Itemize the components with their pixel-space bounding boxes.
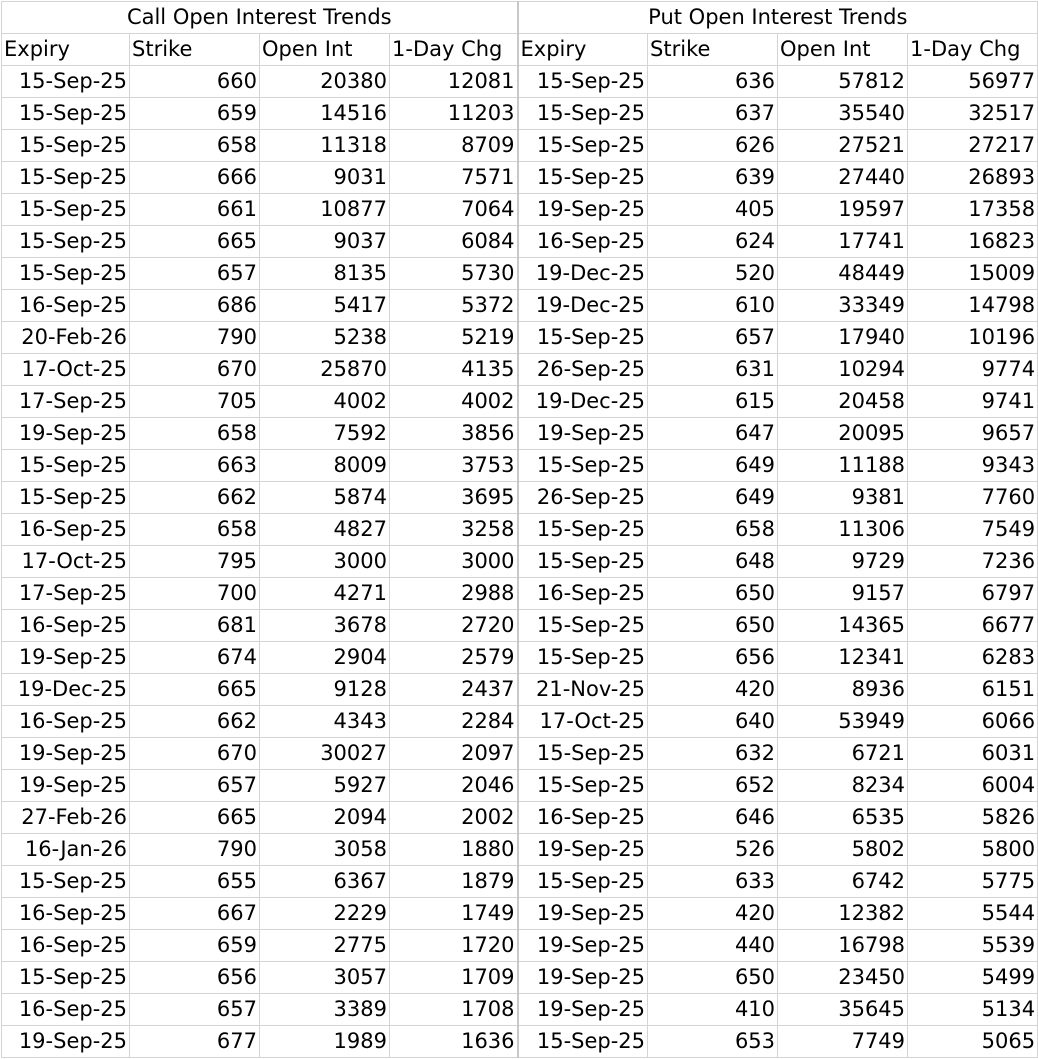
- open-interest-spreadsheet: [1, 1, 1038, 1058]
- table-row: [2, 578, 1038, 610]
- call-cell-open-int[interactable]: 5874: [260, 482, 390, 514]
- put-cell-strike[interactable]: 636: [648, 66, 778, 98]
- call-cell-strike[interactable]: 670: [130, 354, 260, 386]
- table-row: [2, 706, 1038, 738]
- call-cell-expiry[interactable]: 15-Sep-25: [2, 194, 130, 226]
- call-cell-1-day-chg[interactable]: 5219: [390, 322, 518, 354]
- put-cell-open-int[interactable]: 17940: [778, 322, 908, 354]
- put-cell-open-int[interactable]: 20458: [778, 386, 908, 418]
- call-cell-1-day-chg[interactable]: 4135: [390, 354, 518, 386]
- table-row: [2, 834, 1038, 866]
- put-cell-open-int[interactable]: 27521: [778, 130, 908, 162]
- call-cell-1-day-chg[interactable]: 2720: [390, 610, 518, 642]
- put-cell-strike[interactable]: 410: [648, 994, 778, 1026]
- put-cell-open-int[interactable]: 53949: [778, 706, 908, 738]
- call-cell-1-day-chg[interactable]: 1879: [390, 866, 518, 898]
- call-cell-strike[interactable]: 657: [130, 770, 260, 802]
- put-cell-strike[interactable]: 640: [648, 706, 778, 738]
- put-cell-1-day-chg[interactable]: 5800: [908, 834, 1038, 866]
- table-row: [2, 322, 1038, 354]
- call-cell-strike[interactable]: 663: [130, 450, 260, 482]
- call-cell-open-int[interactable]: 2775: [260, 930, 390, 962]
- call-cell-expiry[interactable]: 16-Sep-25: [2, 610, 130, 642]
- table-row: [2, 738, 1038, 770]
- put-cell-open-int[interactable]: 6721: [778, 738, 908, 770]
- call-cell-strike[interactable]: 658: [130, 130, 260, 162]
- table-body: [2, 66, 1038, 1058]
- call-cell-1-day-chg[interactable]: 11203: [390, 98, 518, 130]
- put-cell-1-day-chg[interactable]: 9741: [908, 386, 1038, 418]
- put-cell-expiry[interactable]: 19-Sep-25: [518, 194, 648, 226]
- call-cell-open-int[interactable]: 5238: [260, 322, 390, 354]
- call-cell-strike[interactable]: 661: [130, 194, 260, 226]
- call-cell-1-day-chg[interactable]: 12081: [390, 66, 518, 98]
- put-cell-open-int[interactable]: 5802: [778, 834, 908, 866]
- put-cell-open-int[interactable]: 11306: [778, 514, 908, 546]
- call-cell-1-day-chg[interactable]: 1749: [390, 898, 518, 930]
- call-cell-strike[interactable]: 681: [130, 610, 260, 642]
- put-header-strike[interactable]: Strike: [648, 34, 778, 66]
- call-cell-1-day-chg[interactable]: 3856: [390, 418, 518, 450]
- table-row: [2, 162, 1038, 194]
- table-row: [2, 642, 1038, 674]
- call-cell-strike[interactable]: 670: [130, 738, 260, 770]
- put-cell-strike[interactable]: 658: [648, 514, 778, 546]
- call-cell-strike[interactable]: 658: [130, 418, 260, 450]
- call-cell-open-int[interactable]: 3058: [260, 834, 390, 866]
- call-cell-open-int[interactable]: 4002: [260, 386, 390, 418]
- put-cell-open-int[interactable]: 8936: [778, 674, 908, 706]
- put-cell-strike[interactable]: 420: [648, 674, 778, 706]
- call-cell-open-int[interactable]: 11318: [260, 130, 390, 162]
- put-cell-expiry[interactable]: 19-Sep-25: [518, 418, 648, 450]
- put-cell-strike[interactable]: 648: [648, 546, 778, 578]
- put-cell-1-day-chg[interactable]: 6283: [908, 642, 1038, 674]
- put-cell-1-day-chg[interactable]: 6797: [908, 578, 1038, 610]
- put-cell-strike[interactable]: 420: [648, 898, 778, 930]
- put-header-1-day-chg[interactable]: 1-Day Chg: [908, 34, 1038, 66]
- table-row: [2, 514, 1038, 546]
- call-cell-open-int[interactable]: 4827: [260, 514, 390, 546]
- put-cell-open-int[interactable]: 6535: [778, 802, 908, 834]
- call-cell-open-int[interactable]: 5927: [260, 770, 390, 802]
- call-cell-1-day-chg[interactable]: 2002: [390, 802, 518, 834]
- put-cell-1-day-chg[interactable]: 9774: [908, 354, 1038, 386]
- put-cell-expiry[interactable]: 15-Sep-25: [518, 98, 648, 130]
- call-cell-strike[interactable]: 795: [130, 546, 260, 578]
- call-cell-open-int[interactable]: 10877: [260, 194, 390, 226]
- put-cell-1-day-chg[interactable]: 14798: [908, 290, 1038, 322]
- call-cell-1-day-chg[interactable]: 3753: [390, 450, 518, 482]
- put-cell-expiry[interactable]: 15-Sep-25: [518, 1026, 648, 1058]
- call-cell-expiry[interactable]: 19-Sep-25: [2, 1026, 130, 1058]
- call-cell-open-int[interactable]: 3057: [260, 962, 390, 994]
- call-cell-expiry[interactable]: 16-Sep-25: [2, 994, 130, 1026]
- call-cell-1-day-chg[interactable]: 2579: [390, 642, 518, 674]
- call-cell-open-int[interactable]: 2094: [260, 802, 390, 834]
- put-cell-open-int[interactable]: 33349: [778, 290, 908, 322]
- call-cell-strike[interactable]: 674: [130, 642, 260, 674]
- call-section-title[interactable]: Call Open Interest Trends: [2, 2, 518, 34]
- put-cell-open-int[interactable]: 35645: [778, 994, 908, 1026]
- put-cell-strike[interactable]: 647: [648, 418, 778, 450]
- call-header-strike[interactable]: Strike: [130, 34, 260, 66]
- put-cell-strike[interactable]: 631: [648, 354, 778, 386]
- table-row: [2, 802, 1038, 834]
- put-cell-strike[interactable]: 632: [648, 738, 778, 770]
- call-cell-open-int[interactable]: 4343: [260, 706, 390, 738]
- put-cell-1-day-chg[interactable]: 7549: [908, 514, 1038, 546]
- put-cell-1-day-chg[interactable]: 5539: [908, 930, 1038, 962]
- call-cell-strike[interactable]: 657: [130, 258, 260, 290]
- call-cell-expiry[interactable]: 15-Sep-25: [2, 450, 130, 482]
- table-row: [2, 674, 1038, 706]
- table-row: [2, 866, 1038, 898]
- table-row: [2, 130, 1038, 162]
- put-cell-expiry[interactable]: 15-Sep-25: [518, 610, 648, 642]
- put-cell-open-int[interactable]: 9157: [778, 578, 908, 610]
- call-cell-open-int[interactable]: 4271: [260, 578, 390, 610]
- table-row: [2, 770, 1038, 802]
- call-cell-open-int[interactable]: 14516: [260, 98, 390, 130]
- call-cell-expiry[interactable]: 15-Sep-25: [2, 258, 130, 290]
- put-cell-expiry[interactable]: 19-Sep-25: [518, 994, 648, 1026]
- call-cell-1-day-chg[interactable]: 1880: [390, 834, 518, 866]
- call-cell-expiry[interactable]: 15-Sep-25: [2, 482, 130, 514]
- put-cell-expiry[interactable]: 26-Sep-25: [518, 482, 648, 514]
- call-cell-1-day-chg[interactable]: 1709: [390, 962, 518, 994]
- call-cell-strike[interactable]: 660: [130, 66, 260, 98]
- call-cell-strike[interactable]: 666: [130, 162, 260, 194]
- call-cell-expiry[interactable]: 16-Sep-25: [2, 930, 130, 962]
- put-cell-strike[interactable]: 656: [648, 642, 778, 674]
- call-cell-1-day-chg[interactable]: 2284: [390, 706, 518, 738]
- put-cell-open-int[interactable]: 12382: [778, 898, 908, 930]
- put-cell-expiry[interactable]: 21-Nov-25: [518, 674, 648, 706]
- put-cell-1-day-chg[interactable]: 6004: [908, 770, 1038, 802]
- call-cell-strike[interactable]: 659: [130, 98, 260, 130]
- call-cell-expiry[interactable]: 19-Sep-25: [2, 418, 130, 450]
- call-cell-1-day-chg[interactable]: 7064: [390, 194, 518, 226]
- put-section-title[interactable]: Put Open Interest Trends: [518, 2, 1038, 34]
- table-row: [2, 66, 1038, 98]
- call-cell-expiry[interactable]: 15-Sep-25: [2, 98, 130, 130]
- title-row: [2, 2, 1038, 34]
- put-cell-strike[interactable]: 649: [648, 450, 778, 482]
- put-cell-1-day-chg[interactable]: 9343: [908, 450, 1038, 482]
- table-row: [2, 418, 1038, 450]
- put-cell-expiry[interactable]: 19-Dec-25: [518, 386, 648, 418]
- table-row: [2, 194, 1038, 226]
- put-cell-open-int[interactable]: 48449: [778, 258, 908, 290]
- put-cell-strike[interactable]: 650: [648, 610, 778, 642]
- call-cell-expiry[interactable]: 17-Oct-25: [2, 354, 130, 386]
- table-row: [2, 258, 1038, 290]
- call-cell-expiry[interactable]: 15-Sep-25: [2, 66, 130, 98]
- put-cell-1-day-chg[interactable]: 5499: [908, 962, 1038, 994]
- call-cell-expiry[interactable]: 16-Jan-26: [2, 834, 130, 866]
- put-cell-1-day-chg[interactable]: 5544: [908, 898, 1038, 930]
- call-cell-1-day-chg[interactable]: 3695: [390, 482, 518, 514]
- put-cell-1-day-chg[interactable]: 17358: [908, 194, 1038, 226]
- call-cell-expiry[interactable]: 17-Oct-25: [2, 546, 130, 578]
- call-cell-1-day-chg[interactable]: 5730: [390, 258, 518, 290]
- put-cell-expiry[interactable]: 16-Sep-25: [518, 226, 648, 258]
- call-cell-1-day-chg[interactable]: 1720: [390, 930, 518, 962]
- header-row: [2, 34, 1038, 66]
- call-cell-strike[interactable]: 790: [130, 834, 260, 866]
- call-cell-open-int[interactable]: 20380: [260, 66, 390, 98]
- table-row: [2, 226, 1038, 258]
- call-cell-1-day-chg[interactable]: 4002: [390, 386, 518, 418]
- put-cell-1-day-chg[interactable]: 6031: [908, 738, 1038, 770]
- call-cell-strike[interactable]: 686: [130, 290, 260, 322]
- put-cell-1-day-chg[interactable]: 16823: [908, 226, 1038, 258]
- put-cell-strike[interactable]: 624: [648, 226, 778, 258]
- put-cell-expiry[interactable]: 15-Sep-25: [518, 322, 648, 354]
- put-cell-open-int[interactable]: 8234: [778, 770, 908, 802]
- call-cell-open-int[interactable]: 8009: [260, 450, 390, 482]
- table-row: [2, 930, 1038, 962]
- table-row: [2, 898, 1038, 930]
- put-cell-open-int[interactable]: 9729: [778, 546, 908, 578]
- put-cell-expiry[interactable]: 15-Sep-25: [518, 642, 648, 674]
- call-cell-expiry[interactable]: 19-Sep-25: [2, 642, 130, 674]
- call-cell-1-day-chg[interactable]: 8709: [390, 130, 518, 162]
- call-cell-open-int[interactable]: 6367: [260, 866, 390, 898]
- call-cell-expiry[interactable]: 17-Sep-25: [2, 386, 130, 418]
- put-cell-open-int[interactable]: 11188: [778, 450, 908, 482]
- call-cell-open-int[interactable]: 2904: [260, 642, 390, 674]
- put-cell-expiry[interactable]: 16-Sep-25: [518, 802, 648, 834]
- put-cell-expiry[interactable]: 15-Sep-25: [518, 770, 648, 802]
- call-cell-strike[interactable]: 700: [130, 578, 260, 610]
- put-cell-open-int[interactable]: 27440: [778, 162, 908, 194]
- call-cell-open-int[interactable]: 25870: [260, 354, 390, 386]
- put-cell-expiry[interactable]: 19-Sep-25: [518, 962, 648, 994]
- call-cell-open-int[interactable]: 9128: [260, 674, 390, 706]
- call-cell-strike[interactable]: 655: [130, 866, 260, 898]
- call-cell-open-int[interactable]: 9031: [260, 162, 390, 194]
- put-cell-expiry[interactable]: 19-Sep-25: [518, 930, 648, 962]
- put-cell-strike[interactable]: 653: [648, 1026, 778, 1058]
- put-cell-strike[interactable]: 633: [648, 866, 778, 898]
- call-cell-open-int[interactable]: 3678: [260, 610, 390, 642]
- call-cell-expiry[interactable]: 19-Sep-25: [2, 770, 130, 802]
- put-cell-open-int[interactable]: 7749: [778, 1026, 908, 1058]
- call-cell-1-day-chg[interactable]: 2988: [390, 578, 518, 610]
- table-row: [2, 354, 1038, 386]
- put-cell-1-day-chg[interactable]: 5826: [908, 802, 1038, 834]
- put-cell-strike[interactable]: 650: [648, 962, 778, 994]
- call-cell-1-day-chg[interactable]: 6084: [390, 226, 518, 258]
- table-row: [2, 962, 1038, 994]
- table-row: [2, 98, 1038, 130]
- put-cell-strike[interactable]: 615: [648, 386, 778, 418]
- put-cell-expiry[interactable]: 15-Sep-25: [518, 130, 648, 162]
- put-cell-open-int[interactable]: 20095: [778, 418, 908, 450]
- call-cell-1-day-chg[interactable]: 1636: [390, 1026, 518, 1058]
- call-cell-1-day-chg[interactable]: 1708: [390, 994, 518, 1026]
- put-cell-expiry[interactable]: 15-Sep-25: [518, 866, 648, 898]
- put-cell-strike[interactable]: 657: [648, 322, 778, 354]
- call-cell-expiry[interactable]: 16-Sep-25: [2, 290, 130, 322]
- put-cell-open-int[interactable]: 14365: [778, 610, 908, 642]
- put-cell-strike[interactable]: 649: [648, 482, 778, 514]
- put-cell-open-int[interactable]: 17741: [778, 226, 908, 258]
- call-cell-expiry[interactable]: 16-Sep-25: [2, 706, 130, 738]
- call-cell-expiry[interactable]: 19-Sep-25: [2, 738, 130, 770]
- call-cell-expiry[interactable]: 27-Feb-26: [2, 802, 130, 834]
- put-cell-1-day-chg[interactable]: 56977: [908, 66, 1038, 98]
- put-cell-1-day-chg[interactable]: 7760: [908, 482, 1038, 514]
- put-cell-strike[interactable]: 405: [648, 194, 778, 226]
- put-cell-open-int[interactable]: 19597: [778, 194, 908, 226]
- put-cell-expiry[interactable]: 19-Dec-25: [518, 290, 648, 322]
- call-cell-strike[interactable]: 665: [130, 226, 260, 258]
- call-cell-1-day-chg[interactable]: 2046: [390, 770, 518, 802]
- put-cell-1-day-chg[interactable]: 6066: [908, 706, 1038, 738]
- call-cell-open-int[interactable]: 9037: [260, 226, 390, 258]
- put-cell-open-int[interactable]: 9381: [778, 482, 908, 514]
- put-cell-expiry[interactable]: 26-Sep-25: [518, 354, 648, 386]
- table-row: [2, 386, 1038, 418]
- call-cell-1-day-chg[interactable]: 2437: [390, 674, 518, 706]
- put-cell-open-int[interactable]: 16798: [778, 930, 908, 962]
- put-cell-1-day-chg[interactable]: 6677: [908, 610, 1038, 642]
- call-cell-strike[interactable]: 677: [130, 1026, 260, 1058]
- call-cell-expiry[interactable]: 17-Sep-25: [2, 578, 130, 610]
- put-cell-strike[interactable]: 646: [648, 802, 778, 834]
- put-cell-expiry[interactable]: 15-Sep-25: [518, 66, 648, 98]
- put-cell-1-day-chg[interactable]: 7236: [908, 546, 1038, 578]
- put-cell-1-day-chg[interactable]: 32517: [908, 98, 1038, 130]
- put-cell-strike[interactable]: 526: [648, 834, 778, 866]
- call-cell-expiry[interactable]: 15-Sep-25: [2, 962, 130, 994]
- call-cell-strike[interactable]: 662: [130, 706, 260, 738]
- put-cell-expiry[interactable]: 15-Sep-25: [518, 162, 648, 194]
- call-cell-open-int[interactable]: 2229: [260, 898, 390, 930]
- call-cell-open-int[interactable]: 1989: [260, 1026, 390, 1058]
- call-cell-expiry[interactable]: 15-Sep-25: [2, 162, 130, 194]
- put-cell-open-int[interactable]: 57812: [778, 66, 908, 98]
- put-cell-1-day-chg[interactable]: 10196: [908, 322, 1038, 354]
- put-cell-expiry[interactable]: 15-Sep-25: [518, 546, 648, 578]
- call-cell-open-int[interactable]: 5417: [260, 290, 390, 322]
- put-cell-1-day-chg[interactable]: 9657: [908, 418, 1038, 450]
- call-cell-strike[interactable]: 662: [130, 482, 260, 514]
- put-cell-expiry[interactable]: 15-Sep-25: [518, 738, 648, 770]
- call-cell-1-day-chg[interactable]: 2097: [390, 738, 518, 770]
- call-cell-expiry[interactable]: 20-Feb-26: [2, 322, 130, 354]
- call-cell-strike[interactable]: 658: [130, 514, 260, 546]
- table-row: [2, 610, 1038, 642]
- put-cell-expiry[interactable]: 16-Sep-25: [518, 578, 648, 610]
- put-cell-1-day-chg[interactable]: 26893: [908, 162, 1038, 194]
- put-cell-expiry[interactable]: 19-Sep-25: [518, 898, 648, 930]
- table-row: [2, 994, 1038, 1026]
- put-cell-1-day-chg[interactable]: 5134: [908, 994, 1038, 1026]
- call-cell-strike[interactable]: 790: [130, 322, 260, 354]
- call-cell-expiry[interactable]: 15-Sep-25: [2, 866, 130, 898]
- put-cell-open-int[interactable]: 35540: [778, 98, 908, 130]
- put-cell-expiry[interactable]: 15-Sep-25: [518, 514, 648, 546]
- table-row: [2, 1026, 1038, 1058]
- call-cell-1-day-chg[interactable]: 5372: [390, 290, 518, 322]
- put-cell-open-int[interactable]: 10294: [778, 354, 908, 386]
- put-cell-open-int[interactable]: 6742: [778, 866, 908, 898]
- put-cell-strike[interactable]: 637: [648, 98, 778, 130]
- call-cell-open-int[interactable]: 30027: [260, 738, 390, 770]
- call-cell-open-int[interactable]: 3000: [260, 546, 390, 578]
- put-cell-strike[interactable]: 610: [648, 290, 778, 322]
- put-cell-expiry[interactable]: 19-Dec-25: [518, 258, 648, 290]
- put-cell-1-day-chg[interactable]: 5775: [908, 866, 1038, 898]
- call-cell-expiry[interactable]: 15-Sep-25: [2, 130, 130, 162]
- put-cell-strike[interactable]: 520: [648, 258, 778, 290]
- call-cell-expiry[interactable]: 16-Sep-25: [2, 514, 130, 546]
- put-cell-strike[interactable]: 440: [648, 930, 778, 962]
- call-cell-strike[interactable]: 665: [130, 802, 260, 834]
- call-cell-expiry[interactable]: 19-Dec-25: [2, 674, 130, 706]
- call-cell-strike[interactable]: 656: [130, 962, 260, 994]
- table-row: [2, 482, 1038, 514]
- put-cell-open-int[interactable]: 12341: [778, 642, 908, 674]
- call-cell-1-day-chg[interactable]: 3258: [390, 514, 518, 546]
- put-cell-strike[interactable]: 639: [648, 162, 778, 194]
- call-cell-strike[interactable]: 665: [130, 674, 260, 706]
- call-cell-1-day-chg[interactable]: 3000: [390, 546, 518, 578]
- put-header-open-int[interactable]: Open Int: [778, 34, 908, 66]
- call-cell-expiry[interactable]: 16-Sep-25: [2, 898, 130, 930]
- call-header-1-day-chg[interactable]: 1-Day Chg: [390, 34, 518, 66]
- call-cell-open-int[interactable]: 8135: [260, 258, 390, 290]
- put-cell-expiry[interactable]: 19-Sep-25: [518, 834, 648, 866]
- put-cell-1-day-chg[interactable]: 6151: [908, 674, 1038, 706]
- call-cell-open-int[interactable]: 7592: [260, 418, 390, 450]
- call-header-open-int[interactable]: Open Int: [260, 34, 390, 66]
- call-cell-strike[interactable]: 667: [130, 898, 260, 930]
- call-cell-1-day-chg[interactable]: 7571: [390, 162, 518, 194]
- put-header-expiry[interactable]: Expiry: [518, 34, 648, 66]
- put-cell-strike[interactable]: 626: [648, 130, 778, 162]
- table-row: [2, 450, 1038, 482]
- call-cell-open-int[interactable]: 3389: [260, 994, 390, 1026]
- put-cell-1-day-chg[interactable]: 5065: [908, 1026, 1038, 1058]
- call-cell-strike[interactable]: 657: [130, 994, 260, 1026]
- put-cell-strike[interactable]: 652: [648, 770, 778, 802]
- put-cell-expiry[interactable]: 15-Sep-25: [518, 450, 648, 482]
- put-cell-1-day-chg[interactable]: 15009: [908, 258, 1038, 290]
- call-cell-strike[interactable]: 659: [130, 930, 260, 962]
- call-header-expiry[interactable]: Expiry: [2, 34, 130, 66]
- put-cell-1-day-chg[interactable]: 27217: [908, 130, 1038, 162]
- table-row: [2, 290, 1038, 322]
- put-cell-strike[interactable]: 650: [648, 578, 778, 610]
- call-cell-strike[interactable]: 705: [130, 386, 260, 418]
- put-cell-open-int[interactable]: 23450: [778, 962, 908, 994]
- put-cell-expiry[interactable]: 17-Oct-25: [518, 706, 648, 738]
- table-row: [2, 546, 1038, 578]
- call-cell-expiry[interactable]: 15-Sep-25: [2, 226, 130, 258]
